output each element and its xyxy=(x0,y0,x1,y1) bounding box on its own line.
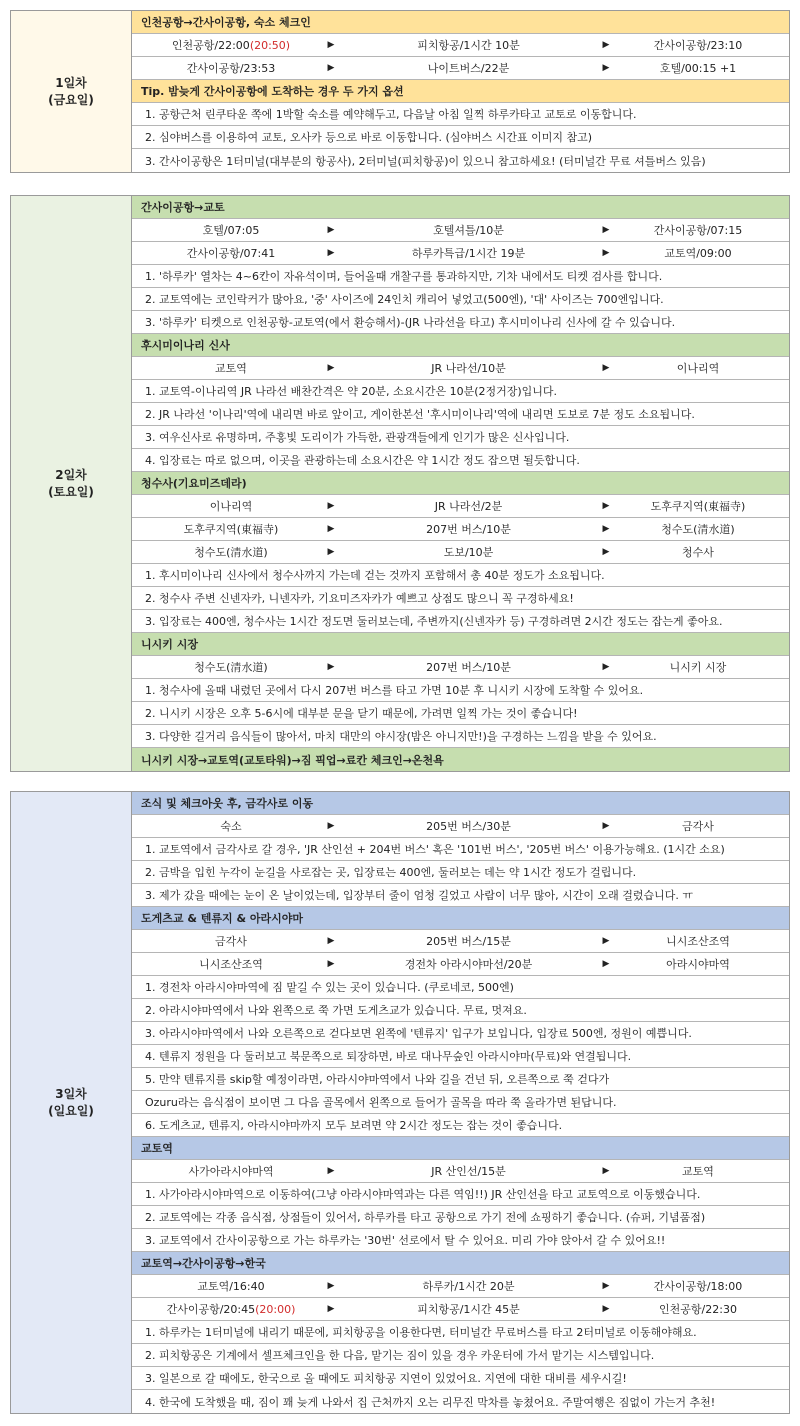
route-stop xyxy=(617,956,779,972)
note-item: 4. 텐류지 정원을 다 둘러보고 북문쪽으로 퇴장하면, 바로 대나무숲인 아라시야마(무료)와 연결됩니다. xyxy=(132,1045,789,1068)
note-item: 2. 심야버스를 이용하여 교토, 오사카 등으로 바로 이동합니다. (심야버스 시간표 이미지 참고) xyxy=(132,126,789,149)
route-stop xyxy=(142,498,320,514)
route-stop xyxy=(617,933,779,949)
route-text: 207번 버스/10분 xyxy=(426,523,511,536)
route-stop xyxy=(342,222,595,238)
route-row xyxy=(132,242,789,265)
route-stop xyxy=(617,1278,779,1294)
note-item: 3. 다양한 길거리 음식들이 많아서, 마치 대만의 야시장(밤은 아니지만!)을 구경하는 느낌을 받을 수 있어요. xyxy=(132,725,789,748)
arrow-right-icon: ▶ xyxy=(602,225,610,235)
route-row xyxy=(132,1298,789,1321)
route-text: 인천공항/22:30 xyxy=(659,1303,737,1316)
route-text: JR 나라선/2분 xyxy=(434,500,503,513)
note-item: 1. 후시미이나리 신사에서 청수사까지 가는데 걷는 것까지 포함해서 총 40분 정도가 소요됩니다. xyxy=(132,564,789,587)
arrow-right-icon: ▶ xyxy=(602,547,610,557)
note-item: 2. 니시키 시장은 오후 5-6시에 대부분 문을 닫기 때문에, 가려면 일찍 가는 것이 좋습니다! xyxy=(132,702,789,725)
route-stop xyxy=(617,1163,779,1179)
route-row xyxy=(132,953,789,976)
route-stop xyxy=(617,1301,779,1317)
route-stop xyxy=(142,245,320,261)
route-text: 교토역 xyxy=(682,1165,714,1178)
note-item: 1. 사가아라시야마역으로 이동하여(그냥 아라시야마역과는 다른 역임!!) JR 산인선을 타고 교토역으로 이동했습니다. xyxy=(132,1183,789,1206)
route-text: 207번 버스/10분 xyxy=(426,661,511,674)
section-title: 청수사(기요미즈데라) xyxy=(132,472,789,495)
note-item: 3. '하루카' 티켓으로 인천공항-교토역(에서 환승해서)-(JR 나라선을 타고) 후시미이나리 신사에 갈 수 있습니다. xyxy=(132,311,789,334)
route-stop xyxy=(342,659,595,675)
arrow-right-icon: ▶ xyxy=(602,662,610,672)
route-row xyxy=(132,219,789,242)
route-text: 교토역 xyxy=(215,362,247,375)
note-item: 2. 아라시야마역에서 나와 왼쪽으로 쭉 가면 도게츠교가 있습니다. 무료, 멋져요. xyxy=(132,999,789,1022)
route-text: 숙소 xyxy=(220,820,242,833)
route-text: 청수사 xyxy=(682,546,714,559)
section-title: 도게츠교 & 텐류지 & 아라시야마 xyxy=(132,907,789,930)
route-stop xyxy=(617,60,779,76)
note-item: 3. 여우신사로 유명하며, 주홍빛 도리이가 가득한, 관광객들에게 인기가 많은 신사입니다. xyxy=(132,426,789,449)
section-title: 니시키 시장 xyxy=(132,633,789,656)
route-stop xyxy=(342,498,595,514)
route-text: 청수도(清水道) xyxy=(661,523,735,536)
day-2-body xyxy=(132,196,789,771)
arrow-right-icon: ▶ xyxy=(602,248,610,258)
arrow-right-icon: ▶ xyxy=(327,1304,335,1314)
section-title: 교토역→간사이공항→한국 xyxy=(132,1252,789,1275)
note-item: 3. 간사이공항은 1터미널(대부분의 항공사), 2터미널(피치항공)이 있으니 참고하세요! (터미널간 무료 셔틀버스 있음) xyxy=(145,154,706,168)
note-item: 4. 한국에 도착했을 때, 짐이 꽤 늦게 나와서 집 근처까지 오는 리무진 막차를 놓쳤어요. 주말여행은 짐없이 가는거 추천! xyxy=(145,1395,716,1409)
arrow-right-icon: ▶ xyxy=(327,363,335,373)
route-text: JR 나라선/10분 xyxy=(431,362,506,375)
route-row xyxy=(132,930,789,953)
route-text: 피치항공/1시간 45분 xyxy=(417,1303,520,1316)
route-text: 니시조산조역 xyxy=(199,958,263,971)
note-item: 4. 입장료는 따로 없으며, 이곳을 관광하는데 소요시간은 약 1시간 정도 잡으면 될듯합니다. xyxy=(132,449,789,472)
route-text: 니시키 시장 xyxy=(669,661,727,674)
arrow-right-icon: ▶ xyxy=(602,1281,610,1291)
route-stop xyxy=(142,60,320,76)
route-row xyxy=(132,1275,789,1298)
day-1-body xyxy=(132,11,789,172)
route-stop xyxy=(142,1278,320,1294)
route-stop xyxy=(617,544,779,560)
route-stop xyxy=(617,245,779,261)
arrow-right-icon: ▶ xyxy=(602,1166,610,1176)
original-time: (20:00) xyxy=(255,1303,296,1316)
route-stop xyxy=(142,1163,320,1179)
route-text: 피치항공/1시간 10분 xyxy=(417,39,520,52)
route-stop xyxy=(142,933,320,949)
arrow-right-icon: ▶ xyxy=(602,63,610,73)
route-text: 간사이공항/23:53 xyxy=(186,62,276,75)
arrow-right-icon: ▶ xyxy=(327,936,335,946)
route-row xyxy=(132,1160,789,1183)
note-item: 6. 도게츠교, 텐류지, 아라시야마까지 모두 보려면 약 2시간 정도는 잡는 것이 좋습니다. xyxy=(132,1114,789,1137)
arrow-right-icon: ▶ xyxy=(327,40,335,50)
arrow-right-icon: ▶ xyxy=(602,821,610,831)
route-text: 이나리역 xyxy=(676,362,720,375)
route-stop xyxy=(342,933,595,949)
route-text: 니시조산조역 xyxy=(666,935,730,948)
route-stop xyxy=(617,818,779,834)
note-item: 3. 입장료는 400엔, 청수사는 1시간 정도면 둘러보는데, 주변까지(신넨자카 등) 구경하려면 2시간 정도는 잡는게 좋아요. xyxy=(132,610,789,633)
arrow-right-icon: ▶ xyxy=(327,225,335,235)
arrow-right-icon: ▶ xyxy=(602,363,610,373)
section-title: Tip. 밤늦게 간사이공항에 도착하는 경우 두 가지 옵션 xyxy=(132,80,789,103)
note-item: 1. 공항근처 린쿠타운 쪽에 1박할 숙소를 예약해두고, 다음날 아침 일찍 하루카타고 교토로 이동합니다. xyxy=(132,103,789,126)
route-text: 하루카/1시간 20분 xyxy=(422,1280,515,1293)
section-title: 후시미이나리 신사 xyxy=(132,334,789,357)
note-item: 1. 교토역에서 금각사로 갈 경우, 'JR 산인선 + 204번 버스' 혹은 '101번 버스', '205번 버스' 이용가능해요. (1시간 소요) xyxy=(132,838,789,861)
route-text: 나이트버스/22분 xyxy=(427,62,510,75)
arrow-right-icon: ▶ xyxy=(327,1281,335,1291)
route-stop xyxy=(617,222,779,238)
arrow-right-icon: ▶ xyxy=(327,547,335,557)
route-stop xyxy=(342,60,595,76)
note-item: Ozuru라는 음식점이 보이면 그 다음 골목에서 왼쪽으로 들어가 골목을 따라 쭉 올라가면 된답니다. xyxy=(132,1091,789,1114)
note-item: 1. '하루카' 열차는 4~6칸이 자유석이며, 들어올때 개찰구를 통과하지만, 기차 내에서도 티켓 검사를 합니다. xyxy=(132,265,789,288)
route-stop xyxy=(142,222,320,238)
route-text: 금각사 xyxy=(682,820,714,833)
route-text: 간사이공항/20:45 xyxy=(166,1303,256,1316)
route-row xyxy=(132,656,789,679)
route-stop xyxy=(342,1301,595,1317)
route-text: 청수도(清水道) xyxy=(194,661,268,674)
arrow-right-icon: ▶ xyxy=(327,662,335,672)
arrow-right-icon: ▶ xyxy=(602,40,610,50)
route-text: 도후쿠지역(東福寺) xyxy=(650,500,746,513)
route-stop xyxy=(342,956,595,972)
note-item: 3. 교토역에서 간사이공항으로 가는 하루카는 '30번' 선로에서 탈 수 있어요. 미리 가야 앉아서 갈 수 있어요!! xyxy=(132,1229,789,1252)
arrow-right-icon: ▶ xyxy=(602,936,610,946)
arrow-right-icon: ▶ xyxy=(327,248,335,258)
route-stop xyxy=(142,659,320,675)
note-item: 2. 교토역에는 각종 음식점, 상점들이 있어서, 하루카를 타고 공항으로 가기 전에 쇼핑하기 좋습니다. (슈퍼, 기념품점) xyxy=(132,1206,789,1229)
arrow-right-icon: ▶ xyxy=(602,959,610,969)
route-text: 경전차 아라시야마선/20분 xyxy=(404,958,533,971)
route-row xyxy=(132,57,789,80)
route-text: 호텔/00:15 +1 xyxy=(659,62,737,75)
note-item: 1. 경전차 아라시야마역에 짐 맡길 수 있는 곳이 있습니다. (쿠로네코, 500엔) xyxy=(132,976,789,999)
route-text: 청수도(清水道) xyxy=(194,546,268,559)
arrow-right-icon: ▶ xyxy=(327,524,335,534)
route-text: 아라시야마역 xyxy=(666,958,730,971)
route-text: 도후쿠지역(東福寺) xyxy=(183,523,279,536)
arrow-right-icon: ▶ xyxy=(327,501,335,511)
route-text: 교토역/09:00 xyxy=(664,247,732,260)
route-text: JR 산인선/15분 xyxy=(431,1165,506,1178)
route-row xyxy=(132,357,789,380)
route-stop xyxy=(342,360,595,376)
route-text: 호텔셔틀/10분 xyxy=(433,224,504,237)
section-title: 간사이공항→교토 xyxy=(132,196,789,219)
arrow-right-icon: ▶ xyxy=(602,1304,610,1314)
route-text: 이나리역 xyxy=(209,500,253,513)
day-2-block xyxy=(10,195,790,772)
note-item: 3. 제가 갔을 때에는 눈이 온 날이었는데, 입장부터 줄이 엄청 길었고 사람이 너무 많아, 시간이 오래 걸렸습니다. ㅠ xyxy=(132,884,789,907)
route-stop xyxy=(142,521,320,537)
route-row xyxy=(132,495,789,518)
route-stop xyxy=(617,659,779,675)
arrow-right-icon: ▶ xyxy=(327,821,335,831)
route-stop xyxy=(142,818,320,834)
route-stop xyxy=(342,521,595,537)
route-stop xyxy=(142,544,320,560)
route-row xyxy=(132,518,789,541)
route-stop xyxy=(617,360,779,376)
route-text: 간사이공항/07:41 xyxy=(186,247,276,260)
arrow-right-icon: ▶ xyxy=(327,63,335,73)
note-item: 2. 피치항공은 기계에서 셀프체크인을 한 다음, 맡기는 짐이 있을 경우 카운터에 가서 맡기는 시스템입니다. xyxy=(132,1344,789,1367)
arrow-right-icon: ▶ xyxy=(327,959,335,969)
route-text: 하루카특급/1시간 19분 xyxy=(411,247,526,260)
route-stop xyxy=(342,37,595,53)
route-text: 사가아라시야마역 xyxy=(188,1165,274,1178)
section-title: 인천공항→간사이공항, 숙소 체크인 xyxy=(132,11,789,34)
route-stop xyxy=(342,245,595,261)
note-item: 2. 교토역에는 코인락커가 많아요, '중' 사이즈에 24인치 캐리어 넣었고(500엔), '대' 사이즈는 700엔입니다. xyxy=(132,288,789,311)
day-2-label: 2일차 (토요일) xyxy=(11,196,132,771)
note-item: 1. 교토역-이나리역 JR 나라선 배찬간격은 약 20분, 소요시간은 10분(2정거장)입니다. xyxy=(132,380,789,403)
route-stop xyxy=(342,1278,595,1294)
note-item: 2. JR 나라선 '이나리'역에 내리면 바로 앞이고, 게이한본선 '후시미이나리'역에 내리면 도보로 7분 정도 소요됩니다. xyxy=(132,403,789,426)
note-item: 5. 만약 텐류지를 skip할 예정이라면, 아라시야마역에서 나와 길을 건넌 뒤, 오른쪽으로 쭉 걷다가 xyxy=(132,1068,789,1091)
route-stop xyxy=(342,1163,595,1179)
note-item: 1. 청수사에 올때 내렸던 곳에서 다시 207번 버스를 타고 가면 10분 후 니시키 시장에 도착할 수 있어요. xyxy=(132,679,789,702)
day-3-body xyxy=(132,792,789,1413)
route-stop xyxy=(617,37,779,53)
arrow-right-icon: ▶ xyxy=(327,1166,335,1176)
route-text: 호텔/07:05 xyxy=(202,224,260,237)
note-item: 1. 하루카는 1터미널에 내리기 때문에, 피치항공을 이용한다면, 터미널간 무료버스를 타고 2터미널로 이동해야해요. xyxy=(132,1321,789,1344)
route-stop xyxy=(142,1301,320,1317)
section-title: 조식 및 체크아웃 후, 금각사로 이동 xyxy=(132,792,789,815)
day-3-block xyxy=(10,791,790,1414)
route-text: 금각사 xyxy=(215,935,247,948)
section-title: 니시키 시장→교토역(교토타워)→짐 픽업→료칸 체크인→온천욕 xyxy=(132,748,789,771)
route-stop xyxy=(342,544,595,560)
day-1-label: 1일차 (금요일) xyxy=(11,11,132,172)
route-text: 205번 버스/15분 xyxy=(426,935,511,948)
route-text: 인천공항/22:00 xyxy=(171,39,250,52)
section-title: 교토역 xyxy=(132,1137,789,1160)
route-text: 도보/10분 xyxy=(443,546,494,559)
route-text: 간사이공항/18:00 xyxy=(653,1280,743,1293)
arrow-right-icon: ▶ xyxy=(602,524,610,534)
route-row xyxy=(132,541,789,564)
route-stop xyxy=(142,37,320,53)
route-text: 교토역/16:40 xyxy=(197,1280,265,1293)
note-item: 2. 청수사 주변 신넨자카, 니넨자카, 기요미즈자카가 예쁘고 상점도 많으니 꼭 구경하세요! xyxy=(132,587,789,610)
arrow-right-icon: ▶ xyxy=(602,501,610,511)
route-text: 205번 버스/30분 xyxy=(426,820,511,833)
route-stop xyxy=(142,956,320,972)
route-text: 간사이공항/07:15 xyxy=(653,224,743,237)
route-text: 간사이공항/23:10 xyxy=(653,39,743,52)
route-row xyxy=(132,34,789,57)
note-item: 3. 일본으로 갈 때에도, 한국으로 올 때에도 피치항공 지연이 있었어요. 지연에 대한 대비를 세우시길! xyxy=(132,1367,789,1390)
day-1-block xyxy=(10,10,790,173)
original-time: (20:50) xyxy=(249,39,291,52)
route-row xyxy=(132,815,789,838)
note-item: 3. 아라시야마역에서 나와 오른쪽으로 걷다보면 왼쪽에 '텐류지' 입구가 보입니다, 입장료 500엔, 정원이 예쁩니다. xyxy=(132,1022,789,1045)
route-stop xyxy=(342,818,595,834)
note-item: 2. 금박을 입힌 누각이 눈길을 사로잡는 곳, 입장료는 400엔, 둘러보는 데는 약 1시간 정도가 걸립니다. xyxy=(132,861,789,884)
route-stop xyxy=(617,521,779,537)
route-stop xyxy=(142,360,320,376)
route-stop xyxy=(617,498,779,514)
day-3-label: 3일차 (일요일) xyxy=(11,792,132,1413)
